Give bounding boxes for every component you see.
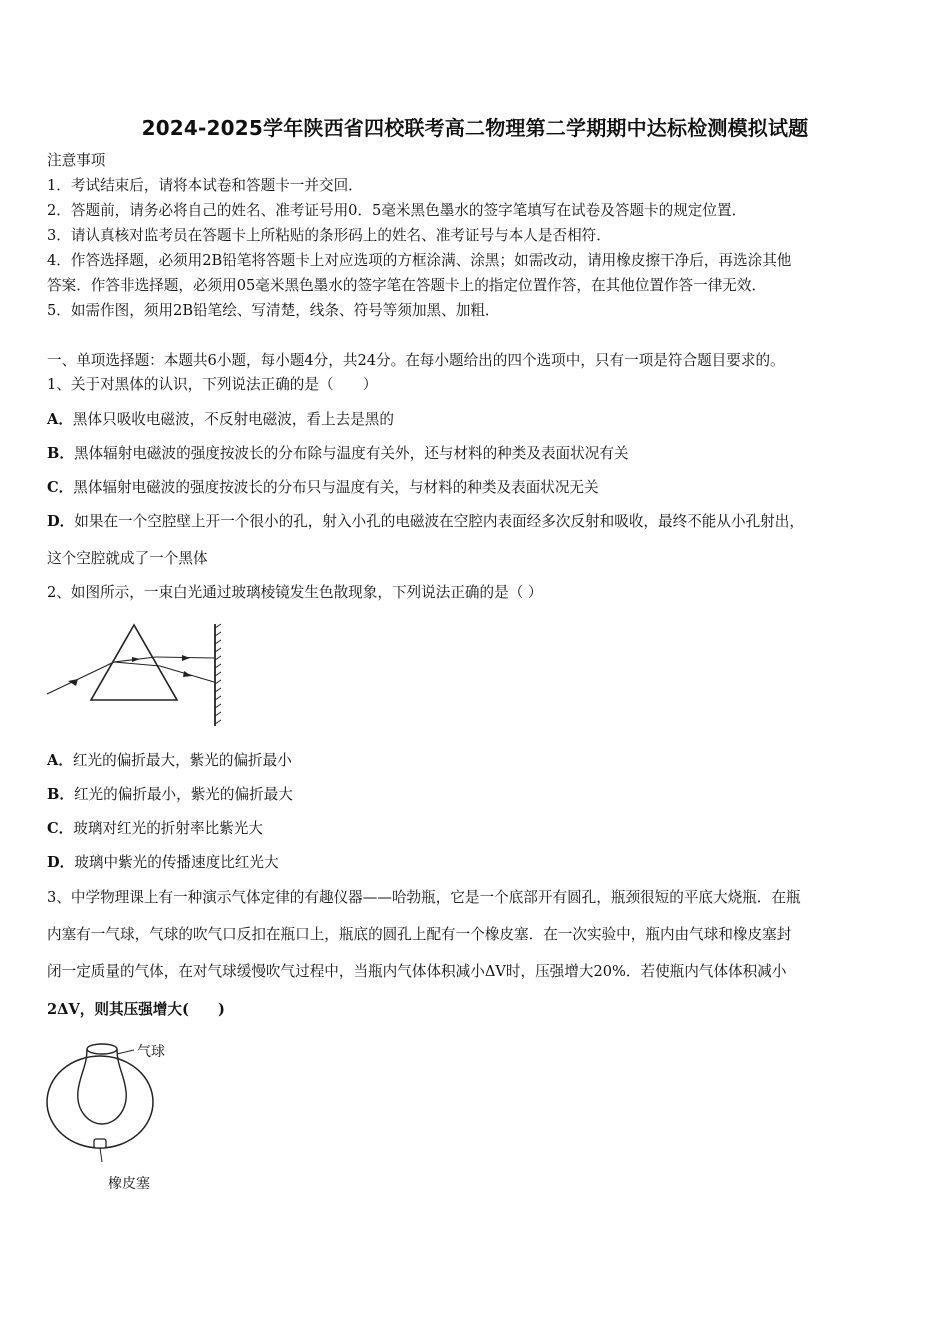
q1-option-d — [47, 513, 804, 531]
question-3-line: 内塞有一气球，气球的吹气口反扣在瓶口上，瓶底的圆孔上配有一个橡皮塞．在一次实验中，瓶内由气球和橡皮塞封 — [47, 926, 792, 943]
option-text: 玻璃对红光的折射率比紫光大 — [73, 820, 263, 837]
prism-dispersion-figure — [44, 622, 234, 730]
notice-item: 4．作答选择题，必须用2B铅笔将答题卡上对应选项的方框涂满、涂黑；如需改动，请用橡皮擦干净后，再选涂其他 — [47, 252, 792, 269]
notice-item: 5．如需作图，须用2B铅笔绘、写清楚，线条、符号等须加黑、加粗． — [47, 302, 500, 319]
option-letter: C． — [47, 479, 74, 496]
q2-option-b — [47, 786, 293, 804]
option-text: 红光的偏折最小，紫光的偏折最大 — [73, 786, 293, 803]
option-letter: D． — [47, 513, 75, 530]
section-heading: 一、单项选择题：本题共6小题，每小题4分，共24分。在每小题给出的四个选项中，只有一项是符合题目要求的。 — [47, 352, 785, 369]
arrow-head — [183, 671, 192, 677]
q1-option-d-continuation: 这个空腔就成了一个黑体 — [47, 550, 208, 567]
option-letter: B． — [47, 786, 74, 803]
option-text: 黑体辐射电磁波的强度按波长的分布除与温度有关外，还与材料的种类及表面状况有关 — [73, 445, 629, 462]
option-letter: A． — [47, 752, 73, 769]
q1-option-a — [47, 411, 394, 429]
option-text: 黑体辐射电磁波的强度按波长的分布只与温度有关，与材料的种类及表面状况无关 — [73, 479, 599, 496]
option-letter: C． — [47, 820, 74, 837]
stopper-pointer — [100, 1148, 102, 1162]
option-letter: D． — [47, 854, 75, 871]
balloon-pointer — [117, 1050, 134, 1054]
notice-item: 1．考试结束后，请将本试卷和答题卡一并交回． — [47, 177, 363, 194]
arrow-head — [68, 679, 78, 686]
page-title: 2024-2025学年陕西省四校联考高二物理第二学期期中达标检测模拟试题 — [141, 116, 809, 140]
q2-option-a — [47, 752, 292, 770]
question-3-line: 闭一定质量的气体，在对气球缓慢吹气过程中，当瓶内气体体积减小ΔV时，压强增大20%．若使瓶内气体体积减小 — [47, 963, 787, 980]
q2-option-c — [47, 820, 263, 838]
notice-heading: 注意事项 — [47, 152, 106, 169]
flask-body — [47, 1056, 153, 1148]
question-2-stem: 2、如图所示，一束白光通过玻璃棱镜发生色散现象，下列说法正确的是（ ） — [47, 584, 543, 601]
notice-item: 答案．作答非选择题，必须用05毫米黑色墨水的签字笔在答题卡上的指定位置作答，在其他位置作答一律无效． — [47, 277, 767, 294]
q2-option-d — [47, 854, 279, 872]
option-letter: A． — [47, 411, 73, 428]
option-text: 黑体只吸收电磁波，不反射电磁波，看上去是黑的 — [72, 411, 394, 428]
option-text: 玻璃中紫光的传播速度比红光大 — [74, 854, 279, 871]
balloon-shape — [78, 1049, 126, 1124]
hubble-flask-figure — [44, 1036, 224, 1196]
option-letter: B． — [47, 445, 74, 462]
notice-item: 2．答题前，请务必将自己的姓名、准考证号用0．5毫米黑色墨水的签字笔填写在试卷及答题卡的规定位置． — [47, 202, 747, 219]
stopper-label: 橡皮塞 — [108, 1176, 150, 1192]
balloon-label: 气球 — [137, 1044, 165, 1060]
option-text: 如果在一个空腔壁上开一个很小的孔，射入小孔的电磁波在空腔内表面经多次反射和吸收，最终不能从小孔射出， — [74, 513, 804, 530]
rubber-stopper — [94, 1139, 106, 1148]
q1-option-b — [47, 445, 629, 463]
option-text: 红光的偏折最大，紫光的偏折最小 — [72, 752, 292, 769]
flask-neck — [87, 1044, 117, 1054]
question-1-stem: 1、关于对黑体的认识，下列说法正确的是（ ） — [47, 376, 378, 393]
arrow-head — [182, 655, 190, 661]
refracted-ray — [114, 662, 160, 666]
question-3-line: 2ΔV，则其压强增大( ) — [47, 1001, 225, 1018]
question-3-line: 3、中学物理课上有一种演示气体定律的有趣仪器——哈勃瓶，它是一个底部开有圆孔，瓶颈很短的平底大烧瓶．在瓶 — [47, 889, 801, 906]
q1-option-c — [47, 479, 599, 497]
notice-item: 3．请认真核对监考员在答题卡上所粘贴的条形码上的姓名、准考证号与本人是否相符． — [47, 227, 611, 244]
prism-shape — [91, 625, 177, 700]
